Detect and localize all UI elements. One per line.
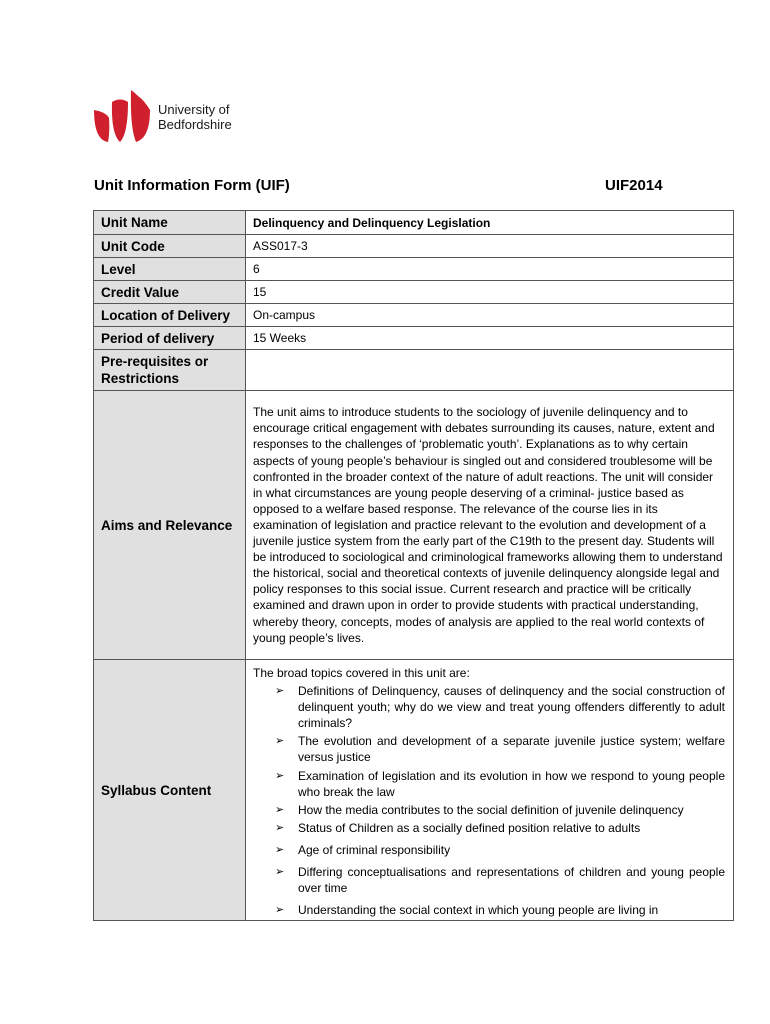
aims-cell [246,391,734,660]
aims-text: The unit aims to introduce students to the sociology of juvenile delinquency and to encourage critical engagement with debates surrounding its causes, nature, extent and responses to the challenges of ‘problematic youth’. Explanations as to why certain aspects of young people’s behaviour is singled out and considered troublesome will be confronted in the broader context of the nature of adult reactions. The unit will consider in what circumstances are young people deserving of a criminal- justice based as opposed to a welfare based response. The relevance of the course lies in its examination of legislation and practice relevant to the evolution and development of a juvenile justice system from the early part of the C19th to the present day. Students will be introduced to sociological and criminological frameworks allowing them to understand the historical, social and theoretical contexts of juvenile delinquency alongside legal and policy responses to this social issue. Current research and practice will be critically examined and drawn upon in order to provide students with practical understanding, whereby theory, concepts, modes of analysis are applied to the real world contexts of young people’s lives. [253,405,723,645]
university-logo-icon [92,88,152,144]
syllabus-topic: ➢ How the media contributes to the social definition of juvenile delinquency [275,802,684,817]
university-logo [92,88,242,144]
period-value: 15 Weeks [246,327,734,350]
syllabus-label: Syllabus Content [94,660,246,921]
period-label: Period of delivery [94,327,246,350]
syllabus-topic: ➢ Definitions of Delinquency, causes of delinquency and the social construction of delinquent youth; why do we view and treat young offenders differently to adult criminals? [275,684,725,731]
level-value: 6 [246,258,734,281]
location-value: On-campus [246,304,734,327]
arrow-bullet-icon: ➢ [275,866,285,879]
logo-line-2: Bedfordshire [158,117,232,132]
unit-info-table [93,210,734,921]
logo-line-1: University of [158,102,230,117]
syllabus-cell [246,660,734,921]
level-label: Level [94,258,246,281]
row-location [94,304,734,327]
syllabus-topic: ➢ Age of criminal responsibility [275,842,451,857]
arrow-bullet-icon: ➢ [275,685,285,698]
aims-label: Aims and Relevance [94,391,246,660]
form-title: Unit Information Form (UIF) [94,177,290,194]
form-code: UIF2014 [605,177,663,194]
row-credit-value [94,281,734,304]
arrow-bullet-icon: ➢ [275,735,285,748]
unit-name-value: Delinquency and Delinquency Legislation [246,211,734,235]
arrow-bullet-icon: ➢ [275,904,285,917]
syllabus-topic: ➢ The evolution and development of a separate juvenile justice system; welfare versus justice [275,734,725,765]
row-syllabus [94,660,734,921]
unit-code-value: ASS017-3 [246,235,734,258]
row-prerequisites [94,350,734,391]
credit-value-value: 15 [246,281,734,304]
row-unit-code [94,235,734,258]
location-label: Location of Delivery [94,304,246,327]
prerequisites-value [246,350,734,391]
row-aims [94,391,734,660]
unit-code-label: Unit Code [94,235,246,258]
arrow-bullet-icon: ➢ [275,843,285,856]
row-period [94,327,734,350]
syllabus-intro: The broad topics covered in this unit are: [253,666,470,680]
syllabus-topic: ➢ Status of Children as a socially defined position relative to adults [275,820,641,835]
syllabus-topic-list [253,683,725,918]
arrow-bullet-icon: ➢ [275,769,285,782]
unit-name-label: Unit Name [94,211,246,235]
prerequisites-label: Pre-requisites or Restrictions [94,350,246,391]
syllabus-topic: ➢ Examination of legislation and its evolution in how we respond to young people who break the law [275,768,725,799]
university-name [158,102,232,132]
arrow-bullet-icon: ➢ [275,803,285,816]
syllabus-topic: ➢ Understanding the social context in which young people are living in [275,903,659,918]
arrow-bullet-icon: ➢ [275,821,285,834]
row-level [94,258,734,281]
row-unit-name [94,211,734,235]
syllabus-topic: ➢ Differing conceptualisations and representations of children and young people over time [275,865,725,896]
credit-value-label: Credit Value [94,281,246,304]
